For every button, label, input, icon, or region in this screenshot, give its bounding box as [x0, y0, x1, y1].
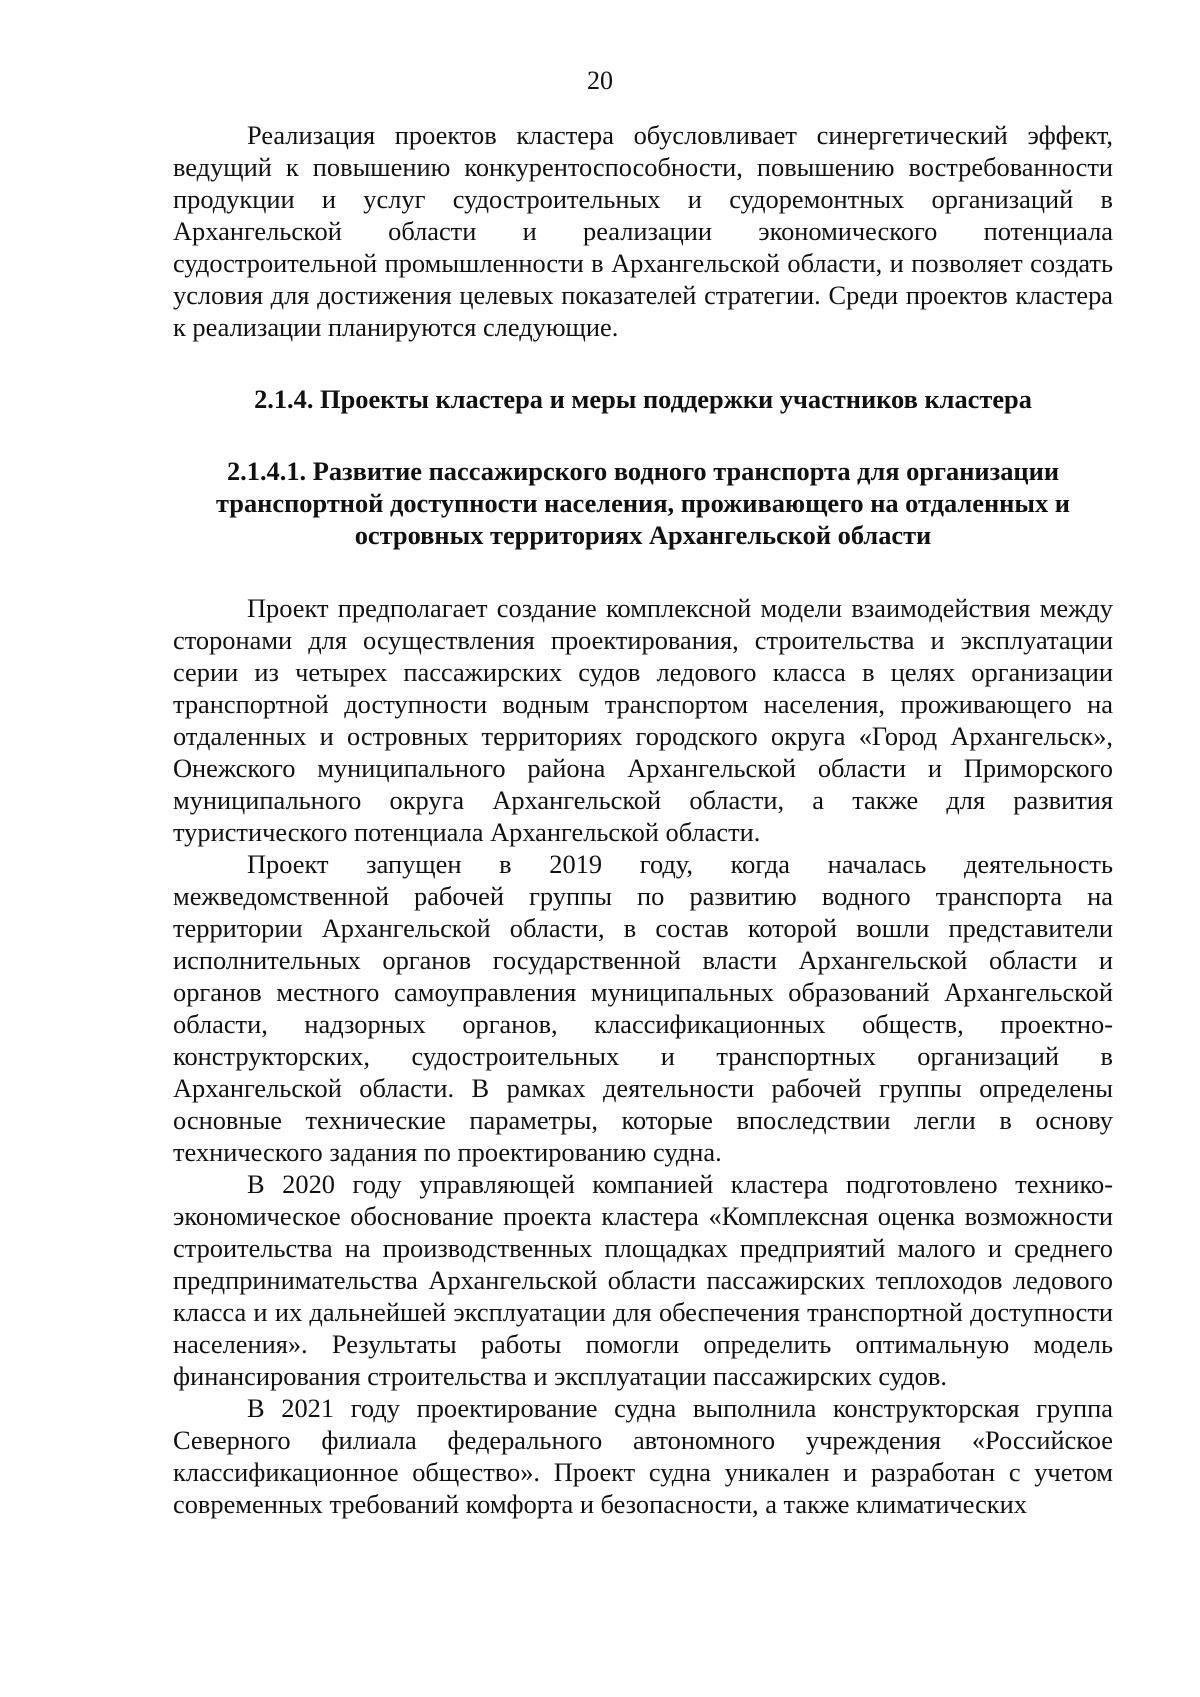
- document-body: [173, 119, 1113, 1520]
- page-number: 20: [587, 66, 613, 95]
- body-paragraph: В 2021 году проектирование судна выполнила конструкторская группа Северного филиала федерального автономного учреждения «Российское классификационное общество». Проект судна уникален и разработан с учетом современных требований комфорта и безопасности, а также климатических: [173, 1393, 1113, 1519]
- intro-paragraph: Реализация проектов кластера обусловливает синергетический эффект, ведущий к повышению конкурентоспособности, повышению востребованности продукции и услуг судостроительных и судоремонтных организаций в Архангельской области и реализации экономического потенциала судостроительной промышленности в Архангельской области, и позволяет создать условия для достижения целевых показателей стратегии. Среди проектов кластера к реализации планируются следующие.: [173, 120, 1113, 342]
- body-paragraph: Проект запущен в 2019 году, когда началась деятельность межведомственной рабочей группы по развитию водного транспорта на территории Архангельской области, в состав которой вошли представители исполнительных органов государственной власти Архангельской области и органов местного самоуправления муниципальных образований Архангельской области, надзорных органов, классификационных обществ, проектно-конструкторских, судостроительных и транспортных организаций в Архангельской области. В рамках деятельности рабочей группы определены основные технические параметры, которые впоследствии легли в основу технического задания по проектированию судна.: [173, 849, 1113, 1167]
- section-heading: 2.1.4. Проекты кластера и меры поддержки участников кластера: [254, 384, 1032, 414]
- body-paragraph: Проект предполагает создание комплексной модели взаимодействия между сторонами для осуществления проектирования, строительства и эксплуатации серии из четырех пассажирских судов ледового класса в целях организации транспортной доступности водным транспортом населения, проживающего на отдаленных и островных территориях городского округа «Город Архангельск», Онежского муниципального района Архангельской области и Приморского муниципального округа Архангельской области, а также для развития туристического потенциала Архангельской области.: [173, 593, 1113, 847]
- subsection-heading: 2.1.4.1. Развитие пассажирского водного транспорта для организации транспортной доступности населения, проживающего на отдаленных и островных территориях Архангельской области: [216, 456, 1070, 550]
- body-paragraph: В 2020 году управляющей компанией кластера подготовлено технико-экономическое обоснование проекта кластера «Комплексная оценка возможности строительства на производственных площадках предприятий малого и среднего предпринимательства Архангельской области пассажирских теплоходов ледового класса и их дальнейшей эксплуатации для обеспечения транспортной доступности населения». Результаты работы помогли определить оптимальную модель финансирования строительства и эксплуатации пассажирских судов.: [173, 1169, 1113, 1391]
